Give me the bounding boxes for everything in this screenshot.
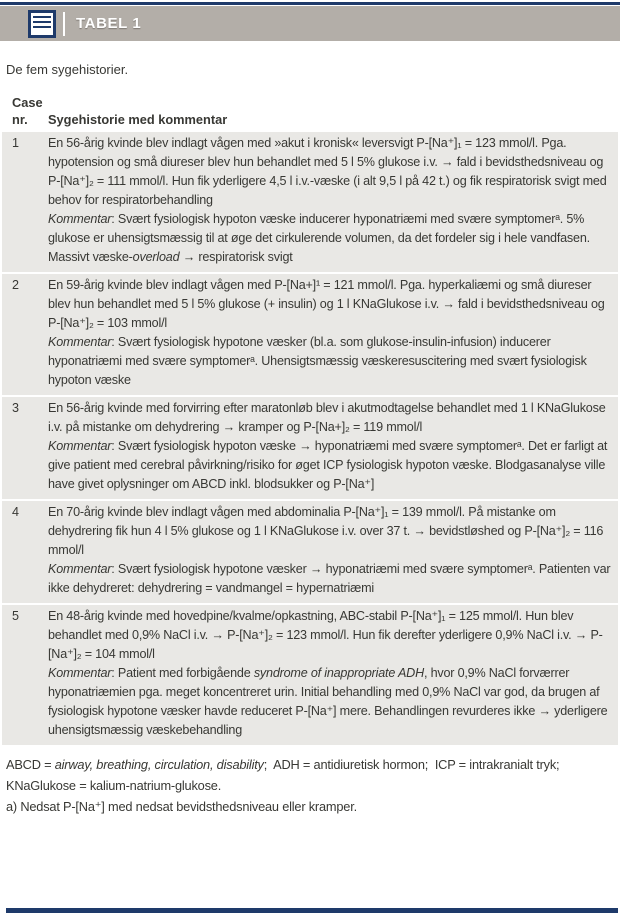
- table-column-headers: [2, 94, 618, 132]
- table-caption: De fem sygehistorier.: [6, 62, 129, 77]
- table-row: [2, 132, 618, 274]
- table-title: TABEL 1: [76, 15, 142, 32]
- case-comment: Kommentar: Svært fysiologisk hypoton væske → hyponatriæmi med svære symptomerᵃ. Det er farligt at give patient med cerebral påvirkning/risiko for øget ICP fysiologisk hypoton væske. Blodgasanalyse ville have givet oplysninger om ABCD inkl. blodsukker og P-[Na⁺]: [48, 439, 608, 491]
- case-number: 4: [12, 505, 19, 519]
- column-header-case-nr: [2, 94, 48, 128]
- case-story: En 56-årig kvinde med forvirring efter maratonløb blev i akutmodtagelse behandlet med 1 l KNaGlukose i.v. på mistanke om dehydrering → kramper og P-[Na+]₂ = 119 mmol/l: [48, 401, 606, 434]
- table-list-icon-stripes: [33, 16, 51, 31]
- table-row: [2, 274, 618, 397]
- case-cell: [48, 503, 618, 598]
- case-number: 3: [12, 401, 19, 415]
- footnote-a: a) Nedsat P-[Na⁺] med nedsat bevidsthedsniveau eller kramper.: [6, 799, 357, 814]
- column-header-story: Sygehistorie med kommentar: [48, 112, 228, 127]
- column-header-case: Case: [12, 95, 43, 110]
- case-cell: [48, 399, 618, 494]
- table-row: [2, 501, 618, 605]
- case-cell: [48, 276, 618, 390]
- case-comment: Kommentar: Svært fysiologisk hypotone væsker (bl.a. som glukose-insulin-infusion) inducerer hyponatriæmi med svære symptomerᵃ. Uhensigtsmæssig væskeresuscitering med svært fysiologisk hypoton væske: [48, 335, 587, 387]
- table-footnotes: [6, 754, 614, 817]
- bottom-rule: [6, 908, 618, 913]
- table-header-bar: [0, 6, 620, 41]
- case-number: 1: [12, 136, 19, 150]
- case-story: En 59-årig kvinde blev indlagt vågen med P-[Na+]¹ = 121 mmol/l. Pga. hyperkaliæmi og små diureser blev hun behandlet med 5 l 5% glukose (+ insulin) og 1 l KNaGlukose i.v. → fald i bevidsthedsniveau og P-[Na⁺]₂ = 103 mmol/l: [48, 278, 605, 330]
- case-story: En 48-årig kvinde med hovedpine/kvalme/opkastning, ABC-stabil P-[Na⁺]₁ = 125 mmol/l. Hun blev behandlet med 0,9% NaCl i.v. → P-[Na⁺]₂ = 123 mmol/l. Hun fik derefter yderligere 0,9% NaCl i.v. → P-[Na⁺]₂ = 104 mmol/l: [48, 609, 603, 661]
- case-comment: Kommentar: Svært fysiologisk hypoton væske inducerer hyponatriæmi med svære symptomerᵃ. 5% glukose er uhensigtsmæssig til at øge det cirkulerende volumen, da det fordeler sig i hele vandfasen. Massivt væske-overload → respiratorisk svigt: [48, 212, 590, 264]
- case-cell: [48, 607, 618, 740]
- table-list-icon: [28, 10, 56, 38]
- case-cell: [48, 134, 618, 267]
- case-story: En 56-årig kvinde blev indlagt vågen med »akut i kronisk« leversvigt P-[Na⁺]₁ = 123 mmol/l. Pga. hypotension og små diureser blev hun behandlet med 5 l 5% glukose i.v. → fald i bevidsthedsniveau og P-[Na⁺]₂ = 111 mmol/l. Hun fik yderligere 4,5 l i.v.-væske (i alt 9,5 l på 42 t.) og fik respiratorisk svigt med behov for respiratorbehandling: [48, 136, 607, 207]
- case-story: En 70-årig kvinde blev indlagt vågen med abdominalia P-[Na⁺]₁ = 139 mmol/l. På mistanke om dehydrering fik hun 4 l 5% glukose og 1 l KNaGlukose i.v. over 37 t. → bevidstløshed og P-[Na⁺]₂ = 116 mmol/l: [48, 505, 604, 557]
- table-row: [2, 605, 618, 747]
- abbreviations-note: ABCD = airway, breathing, circulation, disability; ADH = antidiuretisk hormon; ICP = intrakranialt tryk; KNaGlukose = kalium-natrium-glukose.: [6, 757, 563, 793]
- case-number: 2: [12, 278, 19, 292]
- table-body: [2, 132, 618, 747]
- table-row: [2, 397, 618, 501]
- top-rule: [0, 2, 620, 5]
- case-number: 5: [12, 609, 19, 623]
- case-comment: Kommentar: Svært fysiologisk hypotone væsker → hyponatriæmi med svære symptomerᵃ. Patienten var ikke dehydreret: dehydrering = vandmangel = hypernatriæmi: [48, 562, 611, 595]
- case-comment: Kommentar: Patient med forbigående syndrome of inappropriate ADH, hvor 0,9% NaCl forværrer hyponatriæmien pga. meget koncentreret urin. Initial behandling med 0,9% NaCl var god, da brugen af fysiologisk hypotone væsker havde reduceret P-[Na⁺] mere. Behandlingen revurderes ikke → yderligere uhensigtsmæssig væskebehandling: [48, 666, 608, 737]
- column-header-nr: nr.: [12, 112, 28, 127]
- header-separator: [63, 12, 65, 36]
